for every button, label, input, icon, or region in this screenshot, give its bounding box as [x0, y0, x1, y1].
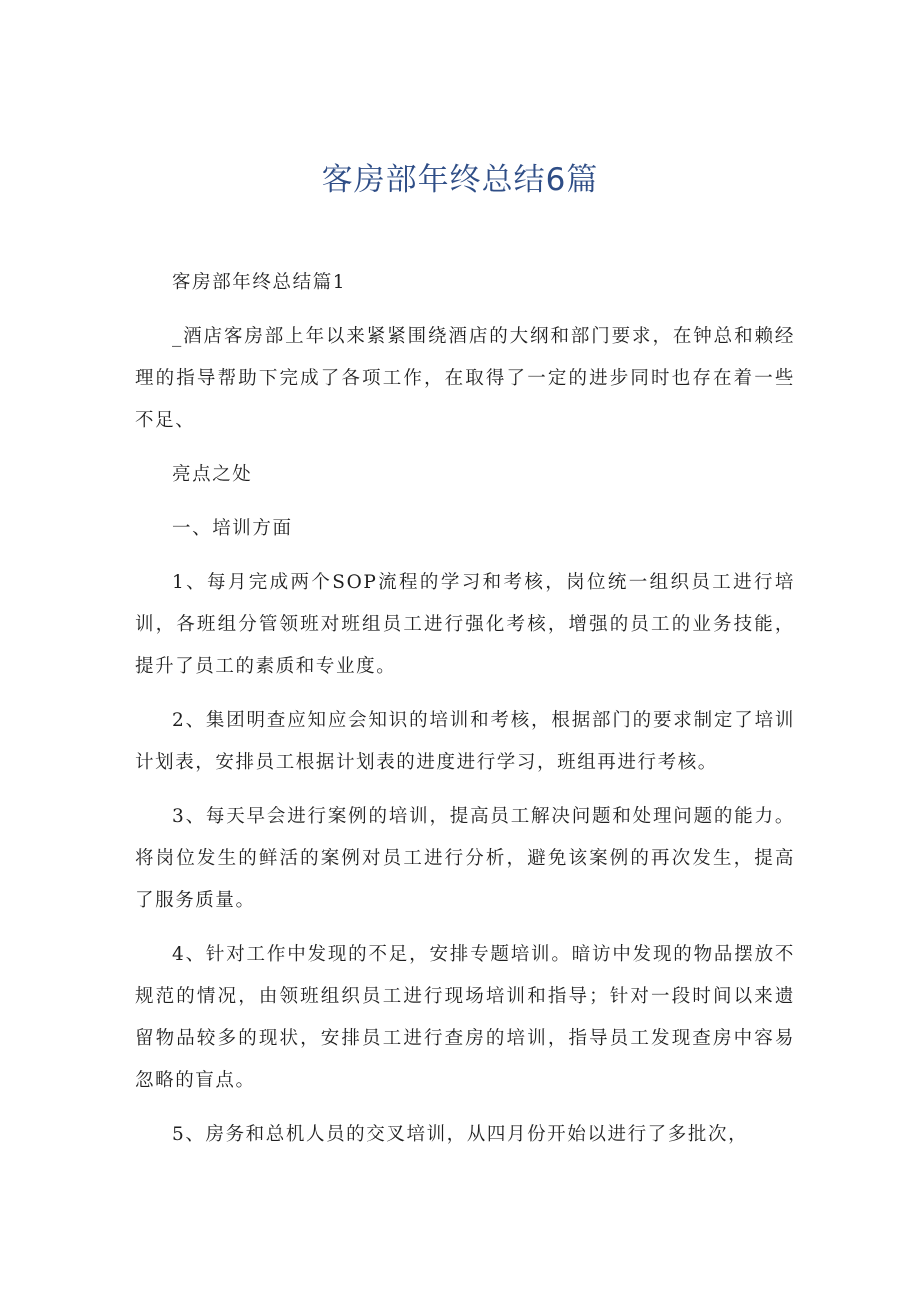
list-item: 4、针对工作中发现的不足，安排专题培训。暗访中发现的物品摆放不规范的情况，由领班组织员工进行现场培训和指导；针对一段时间以来遗留物品较多的现状，安排员工进行查房的培训，指导员工发现查房中容易忽略的盲点。	[135, 944, 795, 1091]
list-item: 5、房务和总机人员的交叉培训，从四月份开始以进行了多批次，	[172, 1124, 749, 1145]
page-title: 客房部年终总结6篇	[321, 162, 599, 198]
topic-heading: 一、培训方面	[172, 518, 293, 539]
list-item: 3、每天早会进行案例的培训，提高员工解决问题和处理问题的能力。将岗位发生的鲜活的案例对员工进行分析，避免该案例的再次发生，提高了服务质量。	[135, 806, 795, 911]
intro-paragraph: _酒店客房部上年以来紧紧围绕酒店的大纲和部门要求，在钟总和赖经理的指导帮助下完成了各项工作，在取得了一定的进步同时也存在着一些不足、	[135, 326, 795, 431]
section-heading: 客房部年终总结篇1	[172, 272, 347, 293]
list-item: 1、每月完成两个SOP流程的学习和考核，岗位统一组织员工进行培训，各班组分管领班对班组员工进行强化考核，增强的员工的业务技能，提升了员工的素质和专业度。	[135, 572, 795, 677]
list-item: 2、集团明查应知应会知识的培训和考核，根据部门的要求制定了培训计划表，安排员工根据计划表的进度进行学习，班组再进行考核。	[135, 710, 795, 773]
document-body	[135, 262, 795, 1168]
subsection-heading: 亮点之处	[172, 464, 253, 485]
